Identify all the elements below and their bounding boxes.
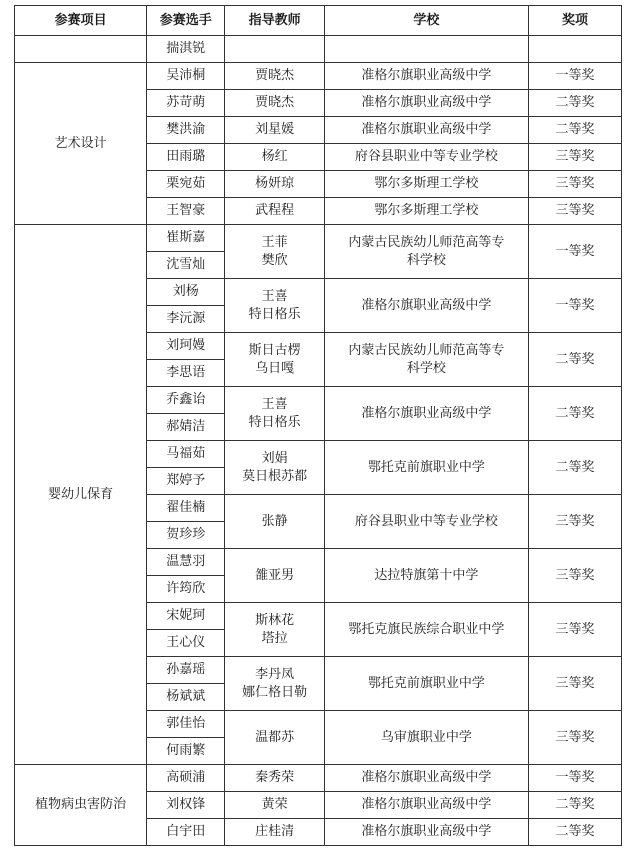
teacher-cell-line: 娜仁格日勒 — [242, 684, 308, 700]
teacher-cell-line: 王喜 — [261, 288, 288, 304]
teacher-cell — [225, 441, 324, 495]
teacher-cell — [225, 279, 324, 333]
student-cell: 李沅源 — [147, 306, 225, 333]
award-cell: 三等奖 — [528, 657, 621, 711]
student-cell: 杨斌斌 — [147, 684, 225, 711]
school-cell: 准格尔旗职业高级中学 — [324, 63, 528, 90]
award-cell: 一等奖 — [528, 279, 621, 333]
student-cell: 李思语 — [147, 360, 225, 387]
teacher-cell-line: 温都苏 — [255, 729, 295, 745]
student-cell: 何雨繁 — [147, 738, 225, 765]
award-cell: 三等奖 — [528, 171, 621, 198]
award-cell: 二等奖 — [528, 792, 621, 819]
teacher-cell: 武程程 — [225, 198, 324, 225]
teacher-cell-line: 斯日古楞 — [248, 342, 301, 358]
school-cell — [324, 36, 528, 63]
teacher-cell-line: 塔拉 — [261, 630, 288, 646]
school-cell-line: 准格尔旗职业高级中学 — [361, 405, 492, 421]
award-cell: 一等奖 — [528, 765, 621, 792]
teacher-cell-line: 李丹凤 — [255, 666, 295, 682]
award-cell: 二等奖 — [528, 117, 621, 144]
award-cell: 三等奖 — [528, 603, 621, 657]
student-cell: 郝婧洁 — [147, 414, 225, 441]
project-cell — [15, 36, 147, 63]
teacher-cell-line: 斯林花 — [255, 612, 295, 628]
award-cell: 三等奖 — [528, 144, 621, 171]
header-project: 参赛项目 — [15, 6, 147, 36]
teacher-cell-line: 樊欣 — [261, 252, 288, 268]
teacher-cell-line: 王喜 — [261, 396, 288, 412]
student-cell: 贺珍珍 — [147, 522, 225, 549]
school-cell — [324, 225, 528, 279]
teacher-cell: 秦秀荣 — [225, 765, 324, 792]
award-cell: 一等奖 — [528, 225, 621, 279]
table-row — [15, 225, 622, 252]
project-cell: 艺术设计 — [15, 63, 147, 225]
school-cell-line: 科学校 — [406, 360, 446, 376]
teacher-cell — [225, 333, 324, 387]
school-cell: 准格尔旗职业高级中学 — [324, 90, 528, 117]
school-cell-line: 鄂托克旗民族综合职业中学 — [348, 621, 505, 637]
school-cell — [324, 657, 528, 711]
student-cell: 翟佳楠 — [147, 495, 225, 522]
teacher-cell-line: 王菲 — [261, 234, 288, 250]
student-cell: 宋妮珂 — [147, 603, 225, 630]
student-cell: 刘杨 — [147, 279, 225, 306]
teacher-cell — [225, 657, 324, 711]
school-cell — [324, 441, 528, 495]
student-cell: 王心仪 — [147, 630, 225, 657]
student-cell: 田雨璐 — [147, 144, 225, 171]
school-cell: 府谷县职业中等专业学校 — [324, 144, 528, 171]
award-cell: 三等奖 — [528, 198, 621, 225]
school-cell: 鄂尔多斯理工学校 — [324, 198, 528, 225]
award-cell: 二等奖 — [528, 819, 621, 846]
award-cell: 二等奖 — [528, 333, 621, 387]
teacher-cell — [225, 711, 324, 765]
project-cell: 植物病虫害防治 — [15, 765, 147, 846]
header-student: 参赛选手 — [147, 6, 225, 36]
school-cell — [324, 549, 528, 603]
student-cell: 揣淇锐 — [147, 36, 225, 63]
teacher-cell-line: 特日格乐 — [248, 306, 301, 322]
award-cell: 二等奖 — [528, 90, 621, 117]
teacher-cell: 刘星媛 — [225, 117, 324, 144]
student-cell: 吴沛桐 — [147, 63, 225, 90]
teacher-cell: 贾晓杰 — [225, 63, 324, 90]
teacher-cell — [225, 603, 324, 657]
teacher-cell — [225, 387, 324, 441]
student-cell: 高硕浦 — [147, 765, 225, 792]
student-cell: 乔鑫诒 — [147, 387, 225, 414]
award-cell: 一等奖 — [528, 63, 621, 90]
teacher-cell-line: 乌日嘎 — [255, 360, 295, 376]
table-row — [15, 765, 622, 792]
school-cell-line: 鄂托克前旗职业中学 — [367, 675, 485, 691]
school-cell — [324, 387, 528, 441]
school-cell: 准格尔旗职业高级中学 — [324, 792, 528, 819]
student-cell: 沈雪灿 — [147, 252, 225, 279]
school-cell-line: 鄂托克前旗职业中学 — [367, 459, 485, 475]
header-teacher: 指导教师 — [225, 6, 324, 36]
school-cell — [324, 495, 528, 549]
student-cell: 苏苛萌 — [147, 90, 225, 117]
school-cell: 准格尔旗职业高级中学 — [324, 819, 528, 846]
school-cell: 准格尔旗职业高级中学 — [324, 117, 528, 144]
student-cell: 孙嘉瑶 — [147, 657, 225, 684]
awards-table — [14, 5, 622, 846]
school-cell — [324, 711, 528, 765]
student-cell: 郭佳怡 — [147, 711, 225, 738]
student-cell: 许筠欣 — [147, 576, 225, 603]
header-row — [15, 6, 622, 36]
school-cell-line: 准格尔旗职业高级中学 — [361, 297, 492, 313]
school-cell — [324, 279, 528, 333]
student-cell: 温慧羽 — [147, 549, 225, 576]
teacher-cell: 贾晓杰 — [225, 90, 324, 117]
teacher-cell-line: 莫日根苏都 — [242, 468, 308, 484]
school-cell-line: 科学校 — [406, 252, 446, 268]
student-cell: 马福茹 — [147, 441, 225, 468]
student-cell: 樊洪渝 — [147, 117, 225, 144]
teacher-cell — [225, 36, 324, 63]
project-cell: 婴幼儿保育 — [15, 225, 147, 765]
student-cell: 刘权锋 — [147, 792, 225, 819]
teacher-cell — [225, 549, 324, 603]
school-cell-line: 内蒙古民族幼儿师范高等专 — [348, 342, 505, 358]
student-cell: 白宇田 — [147, 819, 225, 846]
school-cell-line: 达拉特旗第十中学 — [374, 567, 479, 583]
teacher-cell-line: 雒亚男 — [255, 567, 295, 583]
school-cell-line: 乌审旗职业中学 — [380, 729, 472, 745]
teacher-cell: 庄桂清 — [225, 819, 324, 846]
table-row — [15, 63, 622, 90]
header-award: 奖项 — [528, 6, 621, 36]
teacher-cell: 杨红 — [225, 144, 324, 171]
school-cell: 鄂尔多斯理工学校 — [324, 171, 528, 198]
teacher-cell-line: 张静 — [261, 513, 288, 529]
student-cell: 王智豪 — [147, 198, 225, 225]
teacher-cell — [225, 495, 324, 549]
teacher-cell-line: 刘娟 — [261, 450, 288, 466]
student-cell: 栗宛茹 — [147, 171, 225, 198]
award-cell: 二等奖 — [528, 441, 621, 495]
teacher-cell-line: 特日格乐 — [248, 414, 301, 430]
award-cell — [528, 36, 621, 63]
teacher-cell: 黄荣 — [225, 792, 324, 819]
table-row — [15, 36, 622, 63]
teacher-cell — [225, 225, 324, 279]
school-cell — [324, 603, 528, 657]
award-cell: 三等奖 — [528, 711, 621, 765]
school-cell — [324, 333, 528, 387]
teacher-cell: 杨妍琼 — [225, 171, 324, 198]
header-school: 学校 — [324, 6, 528, 36]
award-cell: 三等奖 — [528, 549, 621, 603]
school-cell-line: 内蒙古民族幼儿师范高等专 — [348, 234, 505, 250]
school-cell: 准格尔旗职业高级中学 — [324, 765, 528, 792]
student-cell: 崔斯嘉 — [147, 225, 225, 252]
award-cell: 二等奖 — [528, 387, 621, 441]
student-cell: 郑婷予 — [147, 468, 225, 495]
student-cell: 刘珂嫚 — [147, 333, 225, 360]
award-cell: 三等奖 — [528, 495, 621, 549]
school-cell-line: 府谷县职业中等专业学校 — [354, 513, 498, 529]
